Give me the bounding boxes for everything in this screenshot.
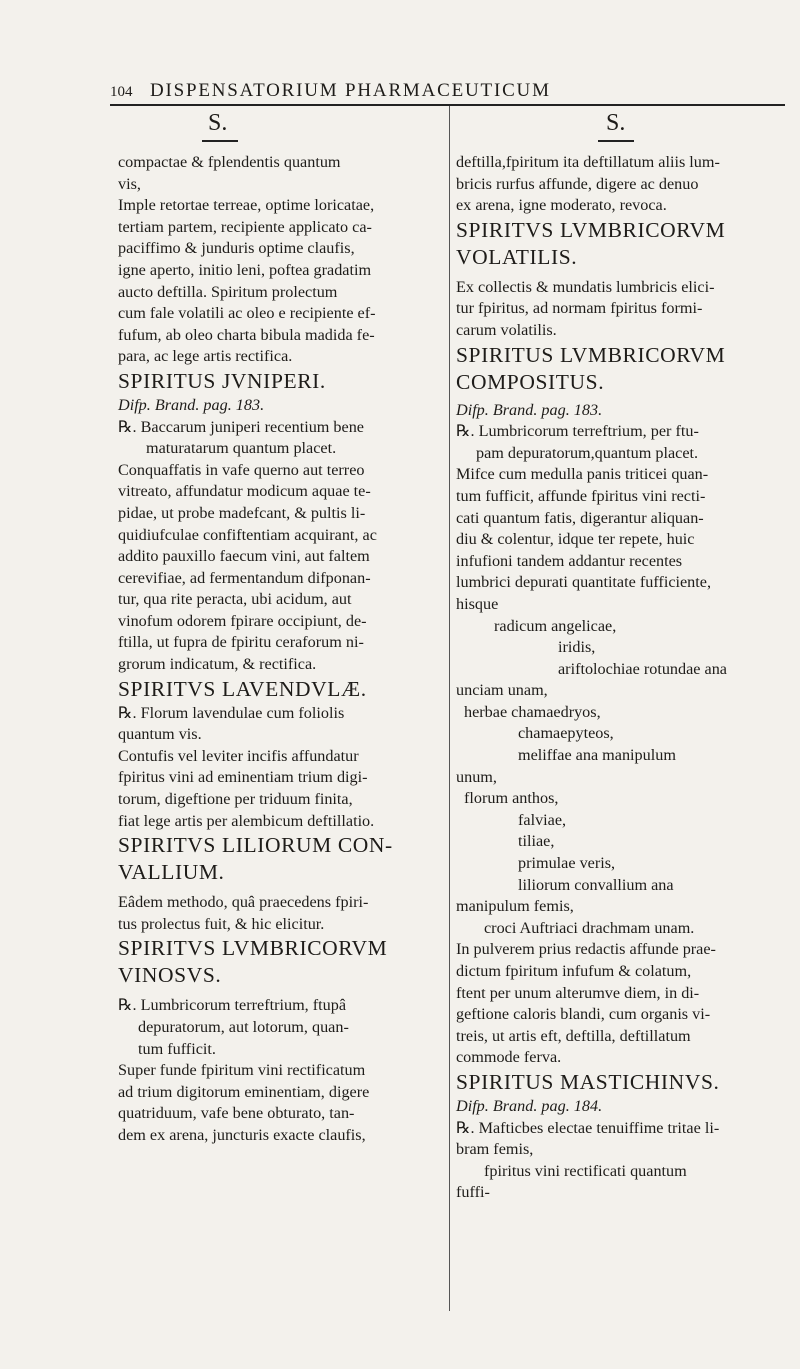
- text-line: fiat lege artis per alembicum deftillatio.: [118, 811, 375, 830]
- text-line: carum volatilis.: [456, 320, 557, 339]
- column-divider: [449, 106, 450, 1311]
- text-line: maturatarum quantum placet.: [146, 439, 337, 458]
- text-line: vis,: [118, 174, 141, 193]
- text-line: cerevifiae, ad fermentandum difponan-: [118, 568, 371, 587]
- ingredient-line: iridis,: [558, 638, 596, 657]
- left-column-letter: S.: [208, 110, 228, 136]
- text-line: aucto deftilla. Spiritum prolectum: [118, 282, 338, 301]
- text-line: geftione caloris blandi, cum organis vi-: [456, 1005, 711, 1024]
- text-line: quatriduum, vafe bene obturato, tan-: [118, 1104, 355, 1123]
- heading-line: SPIRITUS LVMBRICORVM: [456, 342, 726, 367]
- heading-line: SPIRITVS LVMBRICORVM: [118, 936, 388, 961]
- text-line: cati quantum fatis, digerantur aliquan-: [456, 508, 704, 527]
- text-line: fpiritus vini rectificati quantum: [484, 1161, 687, 1180]
- text-line: Conquaffatis in vafe querno aut terreo: [118, 460, 365, 479]
- text-line: bricis rurfus affunde, digere ac denuo: [456, 174, 699, 193]
- reference-line: Difp. Brand. pag. 183.: [456, 400, 603, 419]
- heading-line: COMPOSITUS.: [456, 369, 605, 394]
- text-line: deftilla,fpiritum ita deftillatum aliis lum-: [456, 153, 720, 171]
- text-line: ℞. Baccarum juniperi recentium bene: [118, 417, 364, 436]
- ingredient-line: croci Auftriaci drachmam unam.: [484, 918, 695, 937]
- text-line: dictum fpiritum infufum & colatum,: [456, 962, 692, 980]
- text-line: ftent per unum alterumve diem, in di-: [456, 983, 700, 1002]
- text-line: fpiritus vini ad eminentiam trium digi-: [118, 768, 368, 787]
- text-line: ℞. Lumbricorum terreftrium, per ftu-: [456, 422, 699, 441]
- ingredient-line: florum anthos,: [464, 789, 559, 808]
- heading-line: VINOSVS.: [118, 963, 222, 988]
- text-line: tum fufficit, affunde fpiritus vini recti-: [456, 486, 706, 505]
- text-line: treis, ut artis eft, deftilla, deftillatum: [456, 1026, 691, 1045]
- text-line: torum, digeftione per triduum finita,: [118, 790, 353, 809]
- ingredient-line: chamaepyteos,: [518, 724, 614, 743]
- text-line: paciffimo & junduris optime claufis,: [118, 239, 355, 258]
- right-column: [456, 152, 786, 1204]
- ingredient-line: tiliae,: [518, 832, 555, 851]
- right-column-letter: S.: [606, 110, 626, 136]
- reference-line: Difp. Brand. pag. 183.: [118, 395, 265, 414]
- section-heading: [118, 832, 444, 886]
- heading-line: SPIRITVS LILIORUM CON-: [118, 833, 393, 858]
- text-line: cum fale volatili ac oleo e recipiente ef-: [118, 304, 376, 323]
- ingredient-line: unum,: [456, 767, 497, 786]
- text-line: ex arena, igne moderato, revoca.: [456, 196, 667, 215]
- ingredient-line: herbae chamaedryos,: [464, 702, 601, 721]
- text-line: ad trium digitorum eminentiam, digere: [118, 1082, 370, 1101]
- text-line: dem ex arena, juncturis exacte claufis,: [118, 1125, 366, 1144]
- ingredient-line: falviae,: [518, 810, 567, 829]
- text-line: vitreato, affundatur modicum aquae te-: [118, 482, 371, 501]
- text-line: Mifce cum medulla panis triticei quan-: [456, 465, 709, 484]
- text-line: hisque: [456, 594, 499, 613]
- text-line: tur, qua rite peracta, ubi acidum, aut: [118, 590, 352, 609]
- text-line: vinofum odorem fpirare occipiunt, de-: [118, 611, 367, 630]
- text-line: In pulverem prius redactis affunde prae-: [456, 940, 716, 959]
- text-line: grorum indicatum, & rectifica.: [118, 655, 317, 674]
- left-column: [118, 152, 444, 1147]
- text-line: igne aperto, initio leni, poftea gradatim: [118, 260, 372, 279]
- text-line: tum fufficit.: [138, 1039, 216, 1058]
- text-line: pam depuratorum,quantum placet.: [476, 443, 699, 462]
- reference-line: Difp. Brand. pag. 184.: [456, 1096, 603, 1115]
- text-line: fuffi-: [456, 1183, 490, 1202]
- left-letter-rule: [202, 140, 238, 142]
- text-line: fufum, ab oleo charta bibula madida fe-: [118, 325, 375, 344]
- heading-line: SPIRITVS LVMBRICORVM: [456, 217, 726, 242]
- text-line: addito pauxillo faecum vini, aut faltem: [118, 547, 370, 566]
- text-line: ℞. Lumbricorum terreftrium, ftupâ: [118, 996, 347, 1015]
- ingredient-line: primulae veris,: [518, 854, 616, 873]
- text-line: tus prolectus fuit, & hic elicitur.: [118, 914, 325, 933]
- text-line: Super funde fpiritum vini rectificatum: [118, 1061, 366, 1080]
- text-line: pidae, ut probe madefcant, & pultis li-: [118, 503, 366, 522]
- text-line: quantum vis.: [118, 725, 202, 744]
- text-line: Ex collectis & mundatis lumbricis elici-: [456, 277, 715, 296]
- section-heading: [118, 935, 444, 989]
- text-line: Imple retortae terreae, optime loricatae,: [118, 196, 375, 215]
- text-line: depuratorum, aut lotorum, quan-: [138, 1018, 349, 1036]
- text-line: Contufis vel leviter incifis affundatur: [118, 746, 359, 765]
- page-number: 104: [110, 84, 133, 100]
- running-head-title: DISPENSATORIUM PHARMACEUTICUM: [150, 80, 551, 101]
- text-line: commode ferva.: [456, 1048, 562, 1067]
- ingredient-line: radicum angelicae,: [494, 616, 617, 635]
- text-line: quidiufculae confiftentiam acquirant, ac: [118, 525, 377, 544]
- running-head: [110, 80, 785, 106]
- ingredient-line: unciam unam,: [456, 681, 548, 700]
- text-line: tertiam partem, recipiente applicato ca-: [118, 217, 372, 236]
- text-line: tur fpiritus, ad normam fpiritus formi-: [456, 299, 703, 318]
- section-heading: [456, 342, 786, 396]
- text-line: ℞. Florum lavendulae cum foliolis: [118, 703, 345, 722]
- section-heading: SPIRITUS JVNIPERI.: [118, 368, 326, 393]
- section-heading: [456, 217, 786, 271]
- section-heading: SPIRITUS MASTICHINVS.: [456, 1069, 720, 1094]
- heading-line: VOLATILIS.: [456, 244, 578, 269]
- right-letter-rule: [598, 140, 634, 142]
- heading-line: VALLIUM.: [118, 860, 225, 885]
- text-line: infufioni tandem addantur recentes: [456, 551, 683, 570]
- text-line: Eâdem methodo, quâ praecedens fpiri-: [118, 893, 369, 912]
- text-line: compactae & fplendentis quantum: [118, 153, 341, 171]
- header-rule: [110, 104, 785, 106]
- text-line: ℞. Mafticbes electae tenuiffime tritae li-: [456, 1118, 720, 1137]
- ingredient-line: manipulum femis,: [456, 897, 574, 916]
- text-line: diu & colentur, idque ter repete, huic: [456, 530, 695, 549]
- ingredient-line: ariftolochiae rotundae ana: [558, 659, 727, 678]
- text-line: bram femis,: [456, 1140, 534, 1159]
- text-line: lumbrici depurati quantitate fufficiente,: [456, 573, 712, 592]
- section-heading: SPIRITVS LAVENDVLÆ.: [118, 676, 367, 701]
- text-line: para, ac lege artis rectifica.: [118, 347, 293, 366]
- ingredient-line: meliffae ana manipulum: [518, 746, 676, 765]
- text-line: ftilla, ut fupra de fpiritu ceraforum ni-: [118, 633, 364, 652]
- ingredient-line: liliorum convallium ana: [518, 875, 674, 894]
